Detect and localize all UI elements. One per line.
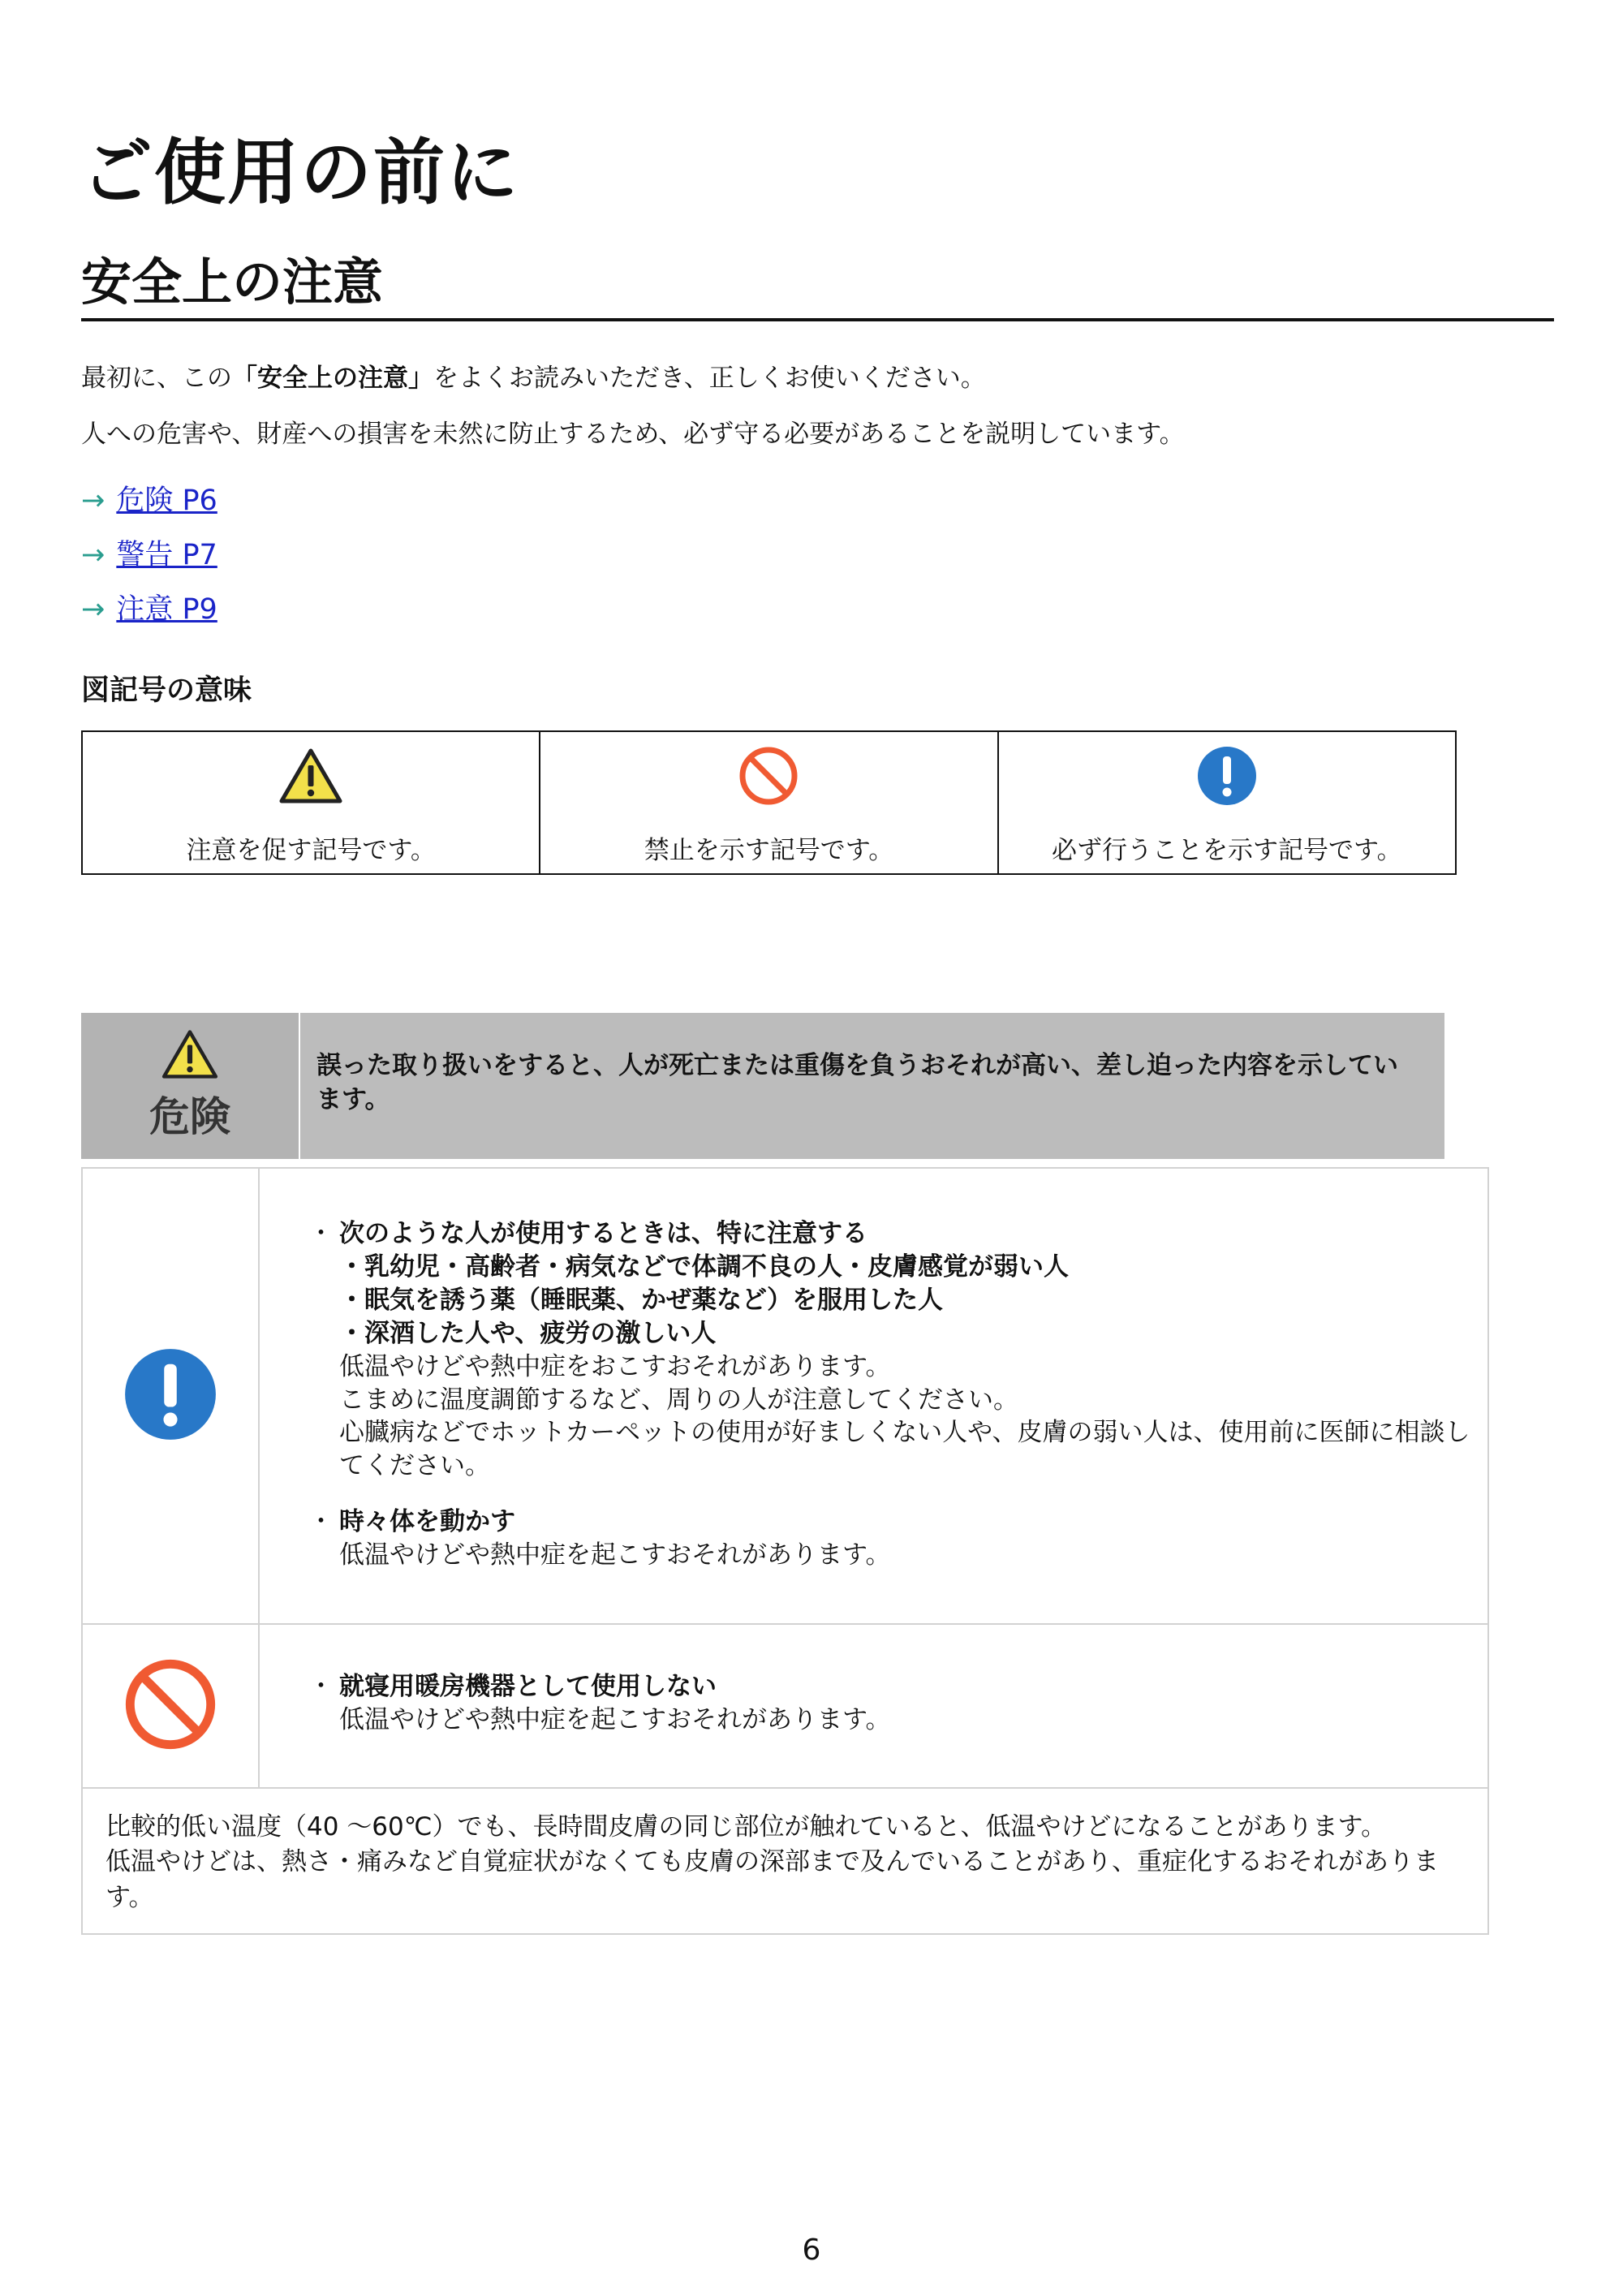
bullet-subitem: ・深酒した人や、疲労の激しい人: [339, 1318, 717, 1348]
danger-items-table: [81, 1167, 1489, 1935]
arrow-icon: →: [81, 593, 105, 626]
bullet-subitem: ・乳幼児・高齢者・病気などで体調不良の人・皮膚感覚が弱い人: [339, 1251, 1069, 1282]
symbol-cell-caution: [83, 732, 540, 873]
bullet-text: 心臓病などでホットカーペットの使用が好ましくない人や、皮膚の弱い人は、使用前に医師に相談してください。: [339, 1418, 1470, 1481]
prohibited-text-cell: [260, 1625, 1487, 1787]
bullet-dot: ・: [308, 1219, 334, 1248]
symbol-caption-prohibit: 禁止を示す記号です。: [644, 836, 894, 865]
symbol-cell-prohibit: [540, 732, 998, 873]
danger-description: 誤った取り扱いをすると、人が死亡または重傷を負うおそれが高い、差し迫った内容を示しています。: [316, 1051, 1398, 1114]
link-item-danger: [81, 483, 217, 537]
bullet-dot: ・: [308, 1507, 334, 1537]
link-caution[interactable]: 注意 P9: [116, 593, 217, 626]
danger-label: 危険: [149, 1093, 230, 1140]
section-links: [81, 483, 217, 646]
intro-emphasis: 「安全上の注意」: [232, 364, 433, 393]
warning-triangle-icon: [278, 745, 343, 807]
symbol-cell-mandatory: [999, 732, 1455, 873]
prohibited-icon-cell: [83, 1625, 260, 1787]
bullet-text: 低温やけどや熱中症を起こすおそれがあります。: [339, 1704, 891, 1734]
mandatory-icon-cell: [83, 1169, 260, 1623]
bullet-title: 時々体を動かす: [339, 1507, 515, 1537]
prohibition-icon: [123, 1656, 218, 1755]
bullet-item: [308, 1506, 1471, 1572]
section-divider: [81, 318, 1554, 321]
symbol-table: [81, 730, 1457, 875]
danger-badge: [81, 1013, 300, 1159]
bullet-text: 低温やけどや熱中症をおこすおそれがあります。: [339, 1351, 891, 1381]
bullet-text: こまめに温度調節するなど、周りの人が注意してください。: [339, 1385, 1018, 1415]
link-item-warning: [81, 537, 217, 592]
bullet-subitem: ・眠気を誘う薬（睡眠薬、かぜ薬など）を服用した人: [339, 1285, 943, 1315]
intro-line-2: 人への危害や、財産への損害を未然に防止するため、必ず守る必要があることを説明しています。: [81, 420, 1185, 449]
bullet-item: [308, 1217, 1471, 1483]
link-warning[interactable]: 警告 P7: [116, 539, 217, 571]
link-item-caution: [81, 592, 217, 646]
page-title: ご使用の前に: [81, 131, 520, 214]
note-line-1: 比較的低い温度（40 ～60℃）でも、長時間皮膚の同じ部位が触れていると、低温やけどになることがあります。: [105, 1812, 1387, 1842]
prohibited-row: [83, 1625, 1487, 1789]
symbol-caption-caution: 注意を促す記号です。: [186, 836, 436, 865]
bullet-text: 低温やけどや熱中症を起こすおそれがあります。: [339, 1540, 891, 1570]
arrow-icon: →: [81, 539, 105, 571]
warning-triangle-icon: [161, 1029, 219, 1083]
symbol-caption-mandatory: 必ず行うことを示す記号です。: [1052, 836, 1402, 865]
bullet-item: [308, 1670, 1471, 1737]
note-line-2: 低温やけどは、熱さ・痛みなど自覚症状がなくても皮膚の深部まで及んでいることがあり、重症化するおそれがあります。: [105, 1847, 1439, 1912]
low-temperature-burn-note: [83, 1789, 1487, 1933]
page-number: 6: [802, 2234, 821, 2267]
bullet-dot: ・: [308, 1672, 334, 1701]
section-title: 安全上の注意: [81, 252, 384, 312]
danger-header: [81, 1013, 1444, 1159]
symbols-heading: 図記号の意味: [81, 674, 252, 707]
prohibition-icon: [738, 745, 799, 807]
mandatory-row: [83, 1169, 1487, 1625]
arrow-icon: →: [81, 485, 105, 517]
mandatory-exclamation-icon: [123, 1346, 218, 1445]
mandatory-exclamation-icon: [1196, 745, 1258, 807]
mandatory-text-cell: [260, 1169, 1487, 1623]
link-danger[interactable]: 危険 P6: [116, 485, 217, 517]
bullet-title: 次のような人が使用するときは、特に注意する: [339, 1219, 867, 1248]
intro-line-1: 最初に、この「安全上の注意」をよくお読みいただき、正しくお使いください。: [81, 364, 986, 393]
bullet-title: 就寝用暖房機器として使用しない: [339, 1672, 717, 1701]
